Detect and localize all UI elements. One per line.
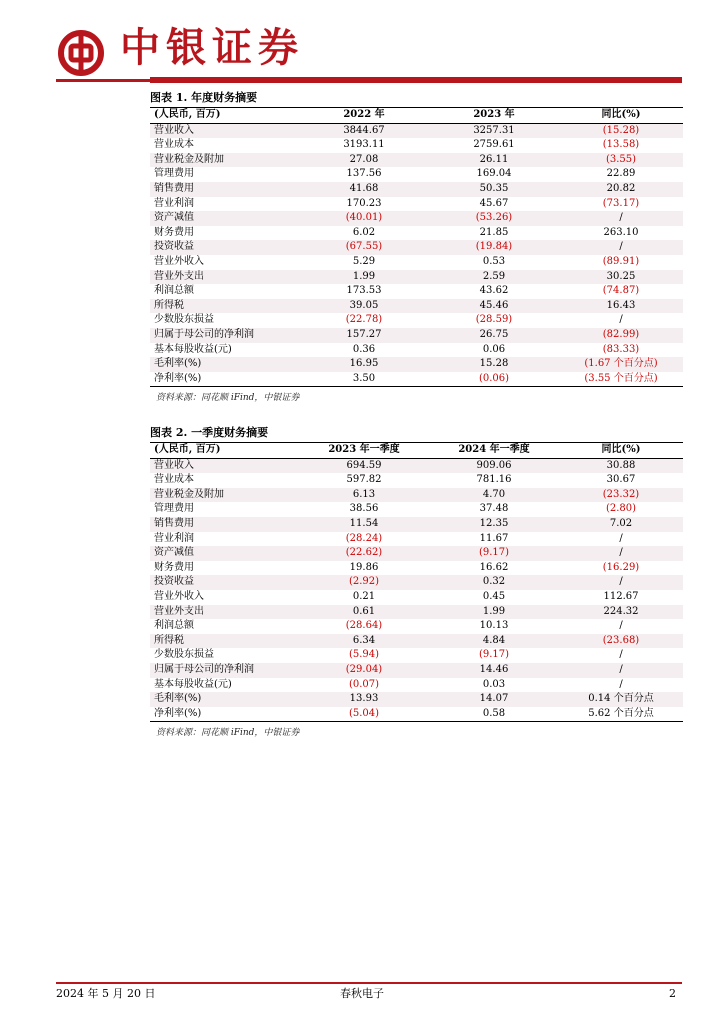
table-cell: 0.06	[482, 343, 506, 355]
table-row	[150, 343, 683, 358]
table-cell: 16.43	[559, 299, 683, 314]
row-label: 所得税	[150, 299, 299, 314]
table-cell: 45.67	[479, 197, 509, 209]
q1-summary-block	[150, 424, 683, 740]
table-cell: (13.58)	[602, 139, 640, 151]
table-cell: 10.13	[479, 620, 509, 632]
table-cell: /	[619, 532, 623, 544]
table-cell: (28.24)	[345, 532, 383, 544]
table-cell: 11.67	[479, 532, 509, 544]
row-label: 毛利率(%)	[150, 692, 299, 707]
row-label: 毛利率(%)	[150, 357, 299, 372]
table-row	[150, 240, 683, 255]
table-row	[150, 284, 683, 299]
table-cell: 14.07	[429, 692, 559, 707]
table-cell: (9.17)	[478, 649, 510, 661]
table-row	[150, 678, 683, 693]
table-cell: 11.54	[299, 517, 429, 532]
table-cell: /	[559, 575, 683, 590]
table2-source: 资料来源：同花顺 iFind，中银证券	[156, 728, 300, 739]
row-label: 销售费用	[150, 182, 299, 197]
row-label: 所得税	[150, 634, 299, 649]
table-cell: 16.95	[299, 357, 429, 372]
page-header	[0, 0, 724, 90]
table-row	[150, 575, 683, 590]
table-cell: 157.27	[299, 328, 429, 343]
row-label: 营业税金及附加	[150, 153, 299, 168]
row-label: 利润总额	[154, 620, 194, 632]
table1-col-yoy: 同比(%)	[559, 108, 683, 123]
table-cell: (16.29)	[602, 561, 640, 573]
footer-date: 2024 年 5 月 20 日	[56, 987, 156, 1000]
table-cell: (0.06)	[429, 372, 559, 387]
row-label: 投资收益	[150, 240, 299, 255]
table-row	[150, 634, 683, 649]
table-cell: 30.25	[559, 270, 683, 285]
table-cell: (53.26)	[429, 211, 559, 226]
footer-company: 春秋电子	[340, 987, 384, 1000]
table-row	[150, 372, 683, 387]
table-cell: 0.21	[352, 590, 376, 602]
table-cell: /	[619, 314, 623, 326]
table-cell: (40.01)	[299, 211, 429, 226]
row-label: 财务费用	[154, 561, 194, 573]
table-cell: 2.59	[429, 270, 559, 285]
table-cell: 19.86	[349, 561, 379, 573]
row-label: 营业成本	[154, 139, 194, 151]
table-cell: (28.64)	[345, 620, 383, 632]
table-cell: 3.50	[299, 372, 429, 387]
table-cell: 170.23	[346, 197, 382, 209]
table-row	[150, 211, 683, 226]
table-cell: 0.14 个百分点	[559, 692, 683, 707]
table-cell: 3844.67	[299, 123, 429, 138]
table-cell: 3257.31	[429, 123, 559, 138]
table2-col-2024q1: 2024 年一季度	[429, 443, 559, 458]
table-cell: 909.06	[429, 458, 559, 473]
table-cell: (29.04)	[299, 663, 429, 678]
table1-source: 资料来源：同花顺 iFind，中银证券	[156, 393, 300, 404]
table-row	[150, 648, 683, 663]
table-cell: (1.67 个百分点)	[559, 357, 683, 372]
table-cell: 2759.61	[473, 139, 515, 151]
row-label: 营业收入	[150, 458, 299, 473]
table-cell: (22.62)	[299, 546, 429, 561]
table2-header-row	[150, 443, 683, 458]
boc-logo-icon	[58, 30, 104, 80]
table-cell: (74.87)	[602, 285, 640, 297]
table-cell: 41.68	[299, 182, 429, 197]
table-cell: 12.35	[429, 517, 559, 532]
table-cell: 38.56	[349, 503, 379, 515]
table2-col-yoy: 同比(%)	[559, 443, 683, 458]
row-label: 销售费用	[150, 517, 299, 532]
table-cell: (89.91)	[602, 255, 640, 267]
table-row	[150, 182, 683, 197]
table-cell: 20.82	[559, 182, 683, 197]
table-row	[150, 605, 683, 620]
table-cell: (28.59)	[475, 314, 513, 326]
row-label: 归属于母公司的净利润	[150, 663, 299, 678]
table-cell: 43.62	[479, 285, 509, 297]
table-row	[150, 488, 683, 503]
table-row	[150, 153, 683, 168]
table-cell: 5.62 个百分点	[559, 707, 683, 722]
row-label: 管理费用	[154, 168, 194, 180]
row-label: 基本每股收益(元)	[154, 343, 232, 355]
table-cell: /	[619, 649, 623, 661]
table-cell: /	[559, 546, 683, 561]
table1-col-unit: (人民币, 百万)	[150, 108, 299, 123]
table1-header-row	[150, 108, 683, 123]
table-cell: 14.46	[429, 663, 559, 678]
row-label: 营业收入	[150, 123, 299, 138]
table-cell: 13.93	[299, 692, 429, 707]
table-cell: 27.08	[299, 153, 429, 168]
table-cell: 0.03	[482, 678, 506, 690]
table-cell: 22.89	[606, 168, 636, 180]
table1-caption: 图表 1. 年度财务摘要	[150, 89, 683, 108]
table1-col-2023: 2023 年	[429, 108, 559, 123]
table-cell: 6.02	[352, 226, 376, 238]
table-row	[150, 473, 683, 488]
table-cell: 781.16	[476, 474, 512, 486]
table-cell: 173.53	[346, 285, 382, 297]
table-cell: /	[559, 663, 683, 678]
table-cell: (83.33)	[602, 343, 640, 355]
table-cell: (3.55 个百分点)	[559, 372, 683, 387]
table-row	[150, 561, 683, 576]
table-cell: (19.84)	[429, 240, 559, 255]
row-label: 少数股东损益	[154, 649, 214, 661]
row-label: 营业外支出	[150, 605, 299, 620]
table-row	[150, 517, 683, 532]
annual-summary-table	[150, 108, 683, 387]
row-label: 少数股东损益	[154, 314, 214, 326]
table-row	[150, 532, 683, 547]
row-label: 营业税金及附加	[150, 488, 299, 503]
table-row	[150, 138, 683, 153]
brand-name: 中银证券	[120, 25, 304, 71]
row-label: 管理费用	[154, 503, 194, 515]
table-cell: (15.28)	[559, 123, 683, 138]
row-label: 投资收益	[150, 575, 299, 590]
table-cell: 45.46	[429, 299, 559, 314]
table-cell: 4.84	[429, 634, 559, 649]
table-cell: 5.29	[352, 255, 376, 267]
row-label: 营业外收入	[154, 255, 204, 267]
row-label: 资产减值	[150, 211, 299, 226]
table-row	[150, 299, 683, 314]
table-cell: 6.34	[299, 634, 429, 649]
table-cell: (3.55)	[559, 153, 683, 168]
table-cell: (82.99)	[559, 328, 683, 343]
table-cell: 30.67	[606, 474, 636, 486]
row-label: 净利率(%)	[150, 707, 299, 722]
annual-summary-block	[150, 89, 683, 405]
table-cell: (67.55)	[299, 240, 429, 255]
table-row	[150, 619, 683, 634]
table-cell: /	[619, 620, 623, 632]
table-cell: 16.62	[479, 561, 509, 573]
row-label: 利润总额	[154, 285, 194, 297]
table-cell: 224.32	[559, 605, 683, 620]
table-cell: 169.04	[476, 168, 512, 180]
table-cell: 7.02	[559, 517, 683, 532]
table-row	[150, 707, 683, 722]
table-row	[150, 270, 683, 285]
row-label: 基本每股收益(元)	[154, 678, 232, 690]
table-row	[150, 255, 683, 270]
table-cell: 15.28	[429, 357, 559, 372]
footer-rule	[56, 982, 682, 984]
table-cell: 1.99	[299, 270, 429, 285]
table-cell: (0.07)	[348, 678, 380, 690]
row-label: 净利率(%)	[150, 372, 299, 387]
table-cell: 30.88	[559, 458, 683, 473]
table-cell: (23.68)	[559, 634, 683, 649]
table-cell: (23.32)	[559, 488, 683, 503]
table-row	[150, 663, 683, 678]
table-cell: 4.70	[429, 488, 559, 503]
row-label: 财务费用	[154, 226, 194, 238]
row-label: 资产减值	[150, 546, 299, 561]
table-cell: 0.32	[429, 575, 559, 590]
table-row	[150, 167, 683, 182]
row-label: 营业外支出	[150, 270, 299, 285]
table-row	[150, 546, 683, 561]
table-row	[150, 197, 683, 212]
row-label: 营业利润	[154, 197, 194, 209]
table-row	[150, 313, 683, 328]
row-label: 营业外收入	[154, 590, 204, 602]
table-cell: 0.36	[352, 343, 376, 355]
table-cell: 137.56	[346, 168, 382, 180]
footer-page-number: 2	[669, 987, 676, 1000]
table-cell: 50.35	[429, 182, 559, 197]
table-cell: 0.53	[482, 255, 506, 267]
table-row	[150, 123, 683, 138]
table-row	[150, 226, 683, 241]
table-cell: /	[619, 678, 623, 690]
table-cell: (5.04)	[299, 707, 429, 722]
row-label: 营业利润	[154, 532, 194, 544]
table1-col-2022: 2022 年	[299, 108, 429, 123]
table-cell: 37.48	[479, 503, 509, 515]
table-cell: (2.80)	[605, 503, 637, 515]
table2-col-unit: (人民币, 百万)	[150, 443, 299, 458]
table-row	[150, 357, 683, 372]
row-label: 营业成本	[154, 474, 194, 486]
table-row	[150, 328, 683, 343]
table-cell: (9.17)	[429, 546, 559, 561]
table-cell: 1.99	[429, 605, 559, 620]
table-row	[150, 502, 683, 517]
table-cell: (73.17)	[602, 197, 640, 209]
header-rule-thin	[56, 79, 150, 82]
header-rule	[150, 77, 682, 83]
table-row	[150, 590, 683, 605]
table-cell: 26.75	[429, 328, 559, 343]
table-cell: 694.59	[299, 458, 429, 473]
row-label: 归属于母公司的净利润	[150, 328, 299, 343]
q1-summary-table	[150, 443, 683, 722]
table-cell: (5.94)	[348, 649, 380, 661]
table-cell: 21.85	[479, 226, 509, 238]
table-row	[150, 458, 683, 473]
table-cell: /	[559, 240, 683, 255]
table-cell: 112.67	[603, 590, 639, 602]
table-cell: 26.11	[429, 153, 559, 168]
table-cell: (2.92)	[299, 575, 429, 590]
table-cell: 3193.11	[343, 139, 385, 151]
table-cell: 6.13	[299, 488, 429, 503]
table-cell: 597.82	[346, 474, 382, 486]
table-cell: /	[559, 211, 683, 226]
table-cell: 0.61	[299, 605, 429, 620]
table-cell: 0.45	[482, 590, 506, 602]
table-row	[150, 692, 683, 707]
table-cell: 39.05	[299, 299, 429, 314]
table-cell: (22.78)	[345, 314, 383, 326]
table-cell: 263.10	[603, 226, 639, 238]
table2-col-2023q1: 2023 年一季度	[299, 443, 429, 458]
table2-caption: 图表 2. 一季度财务摘要	[150, 424, 683, 443]
table-cell: 0.58	[429, 707, 559, 722]
